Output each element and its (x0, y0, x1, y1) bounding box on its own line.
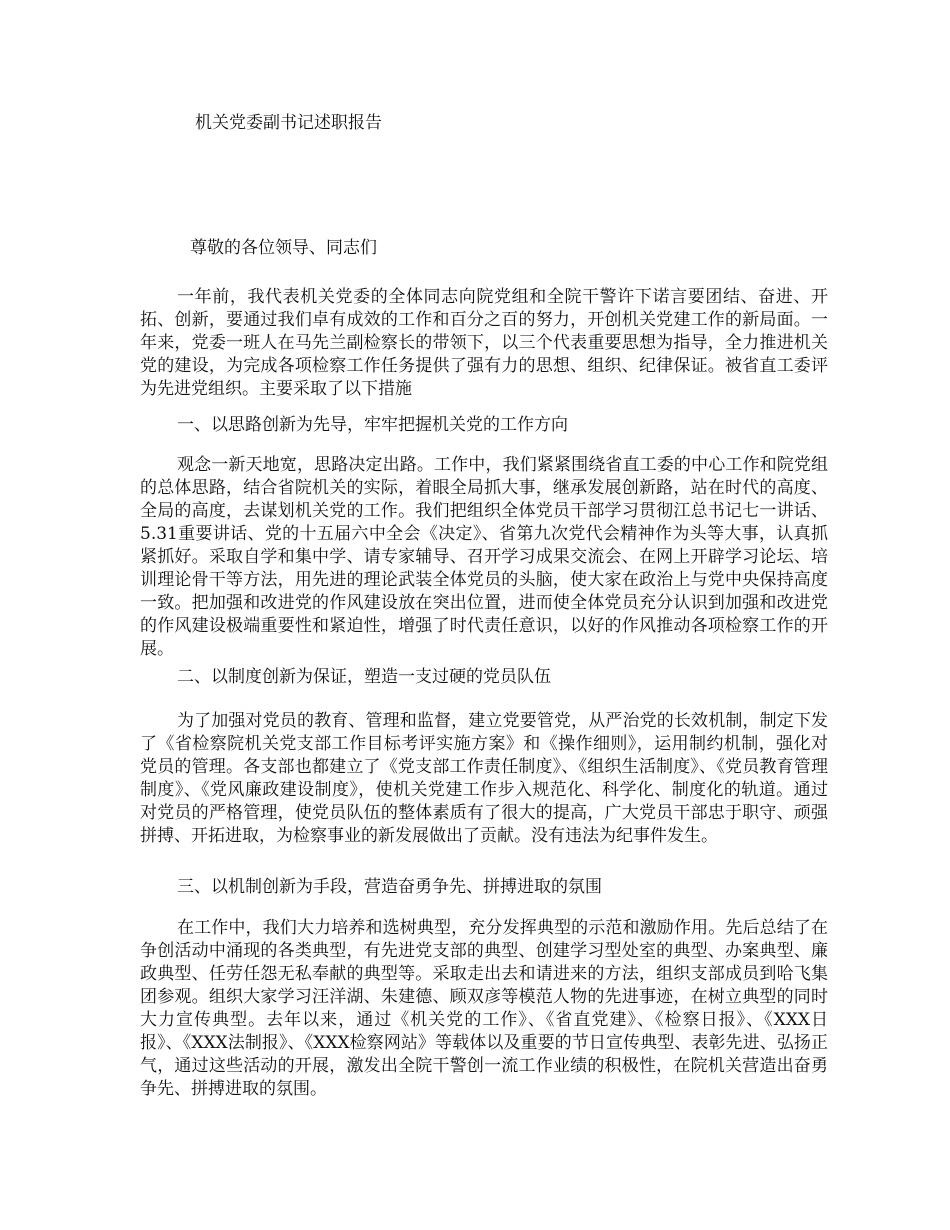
page-title: 机关党委副书记述职报告 (195, 113, 382, 133)
section-2-heading: 二、以制度创新为保证，塑造一支过硬的党员队伍 (177, 667, 551, 687)
section-3-heading: 三、以机制创新为手段，营造奋勇争先、拼搏进取的氛围 (177, 877, 602, 897)
intro-paragraph: 一年前，我代表机关党委的全体同志向院党组和全院干警许下诺言要团结、奋进、开拓、创新，要通过我们卓有成效的工作和百分之百的努力，开创机关党建工作的新局面。一年来，党委一班人在马先兰副检察长的带领下，以三个代表重要思想为指导，全力推进机关党的建设，为完成各项检察工作任务提供了强有力的思想、组织、纪律保证。被省直工委评为先进党组织。主要采取了以下措施 (140, 287, 828, 399)
greeting: 尊敬的各位领导、同志们 (190, 238, 377, 258)
section-1-paragraph: 观念一新天地宽，思路决定出路。工作中，我们紧紧围绕省直工委的中心工作和院党组的总体思路，结合省院机关的实际，着眼全局抓大事，继承发展创新路，站在时代的高度、全局的高度，去谋划机关党的工作。我们把组织全体党员干部学习贯彻江总书记七一讲话、5.31重要讲话、党的十五届六中全会《决定》、省第九次党代会精神作为头等大事，认真抓紧抓好。采取自学和集中学、请专家辅导、召开学习成果交流会、在网上开辟学习论坛、培训理论骨干等方法，用先进的理论武装全体党员的头脑，使大家在政治上与党中央保持高度一致。把加强和改进党的作风建设放在突出位置，进而使全体党员充分认识到加强和改进党的作风建设极端重要性和紧迫性，增强了时代责任意识，以好的作风推动各项检察工作的开展。 (140, 455, 828, 659)
section-1-heading: 一、以思路创新为先导，牢牢把握机关党的工作方向 (177, 415, 568, 435)
section-3-paragraph: 在工作中，我们大力培养和选树典型，充分发挥典型的示范和激励作用。先后总结了在争创活动中涌现的各类典型，有先进党支部的典型、创建学习型处室的典型、办案典型、廉政典型、任劳任怨无私奉献的典型等。采取走出去和请进来的方法，组织支部成员到哈飞集团参观。组织大家学习汪洋湖、朱建德、顾双彦等模范人物的先进事迹，在树立典型的同时大力宣传典型。去年以来，通过《机关党的工作》、《省直党建》、《检察日报》、《XXX日报》、《XXX法制报》、《XXX检察网站》等载体以及重要的节日宣传典型、表彰先进、弘扬正气，通过这些活动的开展，激发出全院干警创一流工作业绩的积极性，在院机关营造出奋勇争先、拼搏进取的氛围。 (140, 918, 828, 1099)
section-2-paragraph: 为了加强对党员的教育、管理和监督，建立党要管党，从严治党的长效机制，制定下发了《省检察院机关党支部工作目标考评实施方案》和《操作细则》，运用制约机制，强化对党员的管理。各支部也都建立了《党支部工作责任制度》、《组织生活制度》、《党员教育管理制度》、《党风廉政建设制度》，使机关党建工作步入规范化、科学化、制度化的轨道。通过对党员的严格管理，使党员队伍的整体素质有了很大的提高，广大党员干部忠于职守、顽强拼搏、开拓进取，为检察事业的新发展做出了贡献。没有违法为纪事件发生。 (140, 711, 828, 846)
